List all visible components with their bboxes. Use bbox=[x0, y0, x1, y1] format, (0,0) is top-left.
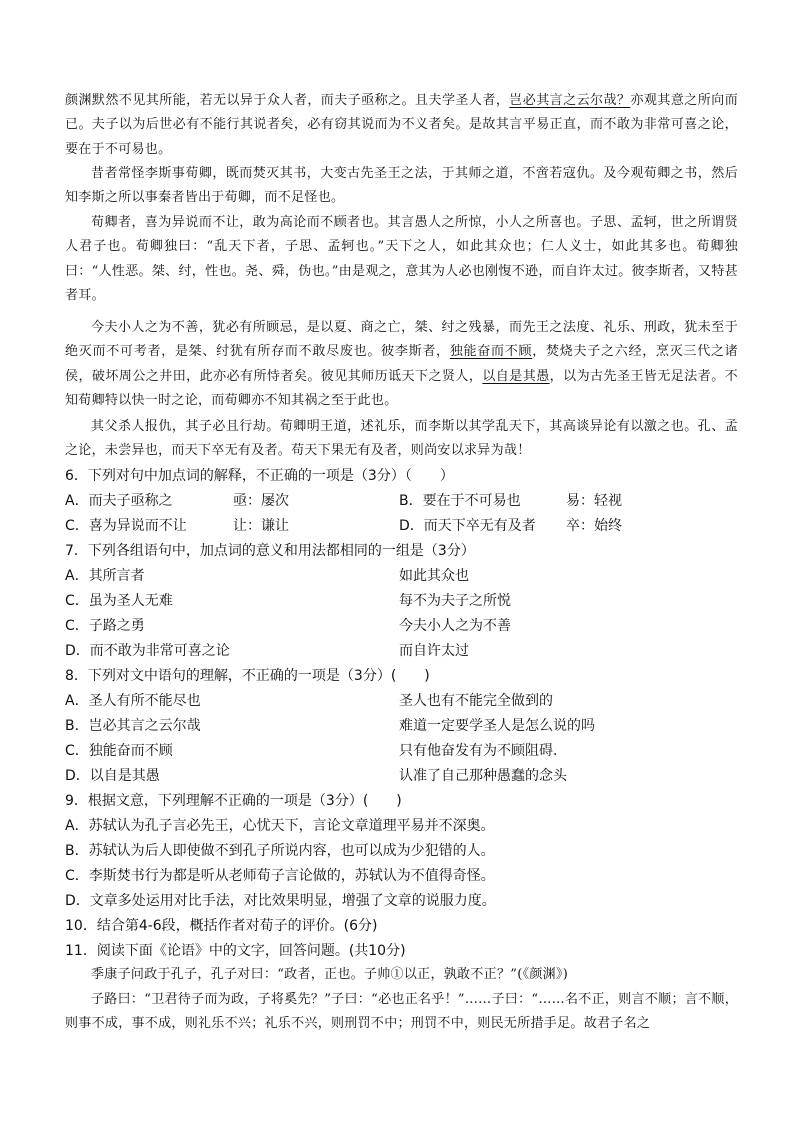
q9-option-b: B．苏轼认为后人即使做不到孔子所说内容，也可以成为少犯错的人。 bbox=[65, 843, 495, 859]
q6-option-b: B．要在于不可易也 bbox=[399, 493, 521, 509]
passage-text: ，以为古先圣王皆无足法者。不知荀卿特以快一时之论，而荀卿亦不知其祸之至于此也。 bbox=[65, 368, 738, 409]
question-8-stem: 8．下列对文中语句的理解，不正确的一项是（3分）( ) bbox=[65, 668, 430, 684]
q6-option-c-gloss: 让：谦让 bbox=[233, 518, 289, 534]
passage-text: 亦观其意之所向而已。夫子以为后世必有不能行其说者矣，必有窃其说而为不义者矣。是故其言平易正直，而不敢为非常可喜之论，要在于不可易也。 bbox=[65, 93, 738, 157]
q6-option-a-gloss: 亟：屡次 bbox=[233, 493, 289, 509]
q7-option-c-right: 今夫小人之为不善 bbox=[399, 618, 511, 634]
passage-paragraph-2 bbox=[65, 162, 738, 211]
passage-text: 昔者常怪李斯事荀卿，既而焚灭其书，大变古先圣王之法，于其师之道，不啻若寇仇。及今观荀卿之书，然后知李斯之所以事秦者皆出于荀卿，而不足怪也。 bbox=[65, 166, 738, 206]
q7-option-b-left: C．虽为圣人无难 bbox=[65, 593, 173, 609]
passage-paragraph-5 bbox=[65, 415, 738, 464]
q9-option-a: A．苏轼认为孔子言必先王，心忧天下，言论文章道理平易并不深奥。 bbox=[65, 818, 495, 834]
q6-option-b-gloss: 易：轻视 bbox=[566, 493, 622, 509]
underlined-sentence: 岂必其言之云尔哉？ bbox=[509, 93, 631, 108]
passage-paragraph-4 bbox=[65, 316, 738, 414]
q6-option-d-gloss: 卒：始终 bbox=[566, 518, 622, 534]
q8-option-a-right: 圣人也有不能完全做到的 bbox=[399, 693, 553, 709]
passage-text: 其父杀人报仇，其子必且行劫。荀卿明王道，述礼乐，而李斯以其学乱天下，其高谈异论有以激之也。孔、孟之论，未尝异也，而天下卒无有及者。苟天下果无有及者，则尚安以求异为哉！ bbox=[65, 419, 738, 459]
q9-option-c: C．李斯焚书行为都是听从老师荀子言论做的，苏轼认为不值得奇怪。 bbox=[65, 868, 495, 884]
question-9-stem: 9．根据文意，下列理解不正确的一项是（3分）( ) bbox=[65, 793, 402, 809]
q8-option-a-left: A．圣人有所不能尽也 bbox=[65, 693, 201, 709]
question-6-stem: 6．下列对句中加点词的解释，不正确的一项是（3分）（ ） bbox=[65, 468, 454, 484]
q8-option-b-right: 难道一定要学圣人是怎么说的吗 bbox=[399, 718, 595, 734]
passage-text: 颜渊默然不见其所能，若无以异于众人者，而夫子亟称之。且夫学圣人者， bbox=[65, 93, 510, 108]
question-11-stem: 11．阅读下面《论语》中的文字，回答问题。(共10分) bbox=[65, 943, 406, 959]
q8-option-d-right: 认准了自己那种愚蠢的念头 bbox=[399, 768, 567, 784]
underlined-phrase: 独能奋而不顾 bbox=[449, 344, 533, 360]
q7-option-b-right: 每不为夫子之所悦 bbox=[399, 593, 511, 609]
q8-option-c-right: 只有他奋发有为不顾阻碍． bbox=[399, 743, 567, 759]
q6-option-a: A．而夫子亟称之 bbox=[65, 493, 173, 509]
q11-excerpt-1 bbox=[65, 963, 738, 987]
excerpt-text: 季康子问政于孔子，孔子对曰：“政者，正也。子帅①以正，孰敢不正？”(《颜渊》) bbox=[91, 967, 569, 982]
passage-text: 今夫小人之为不善，犹必有所顾忌，是以夏、商之亡，桀、纣之残暴，而先王之法度、礼乐、刑政，犹未至于绝灭而不可考者，是桀、纣犹有所存而不敢尽废也。彼李斯者， bbox=[65, 320, 738, 360]
q8-option-b-left: B．岂必其言之云尔哉 bbox=[65, 718, 201, 734]
underlined-phrase: 以自是其愚 bbox=[482, 368, 550, 384]
passage-text: ，焚烧夫子之六经，烹灭三代之诸侯，破坏周公之井田，此亦必有所恃者矣。彼见其师历诋天下之贤人， bbox=[65, 344, 738, 384]
q8-option-c-left: C．独能奋而不顾 bbox=[65, 743, 173, 759]
q11-excerpt-2 bbox=[65, 988, 738, 1037]
q9-option-d: D．文章多处运用对比手法，对比效果明显，增强了文章的说服力度。 bbox=[65, 893, 496, 909]
q7-option-a-left: A．其所言者 bbox=[65, 568, 145, 584]
q7-option-d-right: 而自许太过 bbox=[399, 643, 469, 659]
q7-option-c-left: C．子路之勇 bbox=[65, 618, 145, 634]
excerpt-text: 子路曰：“卫君待子而为政，子将奚先？”子曰：“必也正名乎！”……子曰：“……名不正，则言不顺；言不顺，则事不成，事不成，则礼乐不兴；礼乐不兴，则刑罚不中；刑罚不中，则民无所措手足。故君子名之 bbox=[65, 992, 738, 1032]
question-10: 10．结合第4-6段，概括作者对荀子的评价。(6分) bbox=[65, 918, 378, 934]
q8-option-d-left: D．以自是其愚 bbox=[65, 768, 160, 784]
passage-paragraph-1 bbox=[65, 89, 738, 162]
q6-option-c: C．喜为异说而不让 bbox=[65, 518, 187, 534]
q6-option-d: D．而天下卒无有及者 bbox=[399, 518, 536, 534]
q7-option-d-left: D．而不敢为非常可喜之论 bbox=[65, 643, 230, 659]
passage-paragraph-3 bbox=[65, 211, 738, 309]
q7-option-a-right: 如此其众也 bbox=[399, 568, 469, 584]
question-7-stem: 7．下列各组语句中，加点词的意义和用法都相同的一组是（3分） bbox=[65, 543, 475, 559]
passage-text: 荀卿者，喜为异说而不让，敢为高论而不顾者也。其言愚人之所惊，小人之所喜也。子思、孟轲，世之所谓贤人君子也。荀卿独曰：“乱天下者，子思、孟轲也。”天下之人，如此其众也；仁人义士，如此其多也。荀卿独曰：“人性恶。桀、纣，性也。尧、舜，伪也。”由是观之，意其为人必也刚愎不逊，而自许太过。彼李斯者，又特甚者耳。 bbox=[65, 215, 738, 304]
